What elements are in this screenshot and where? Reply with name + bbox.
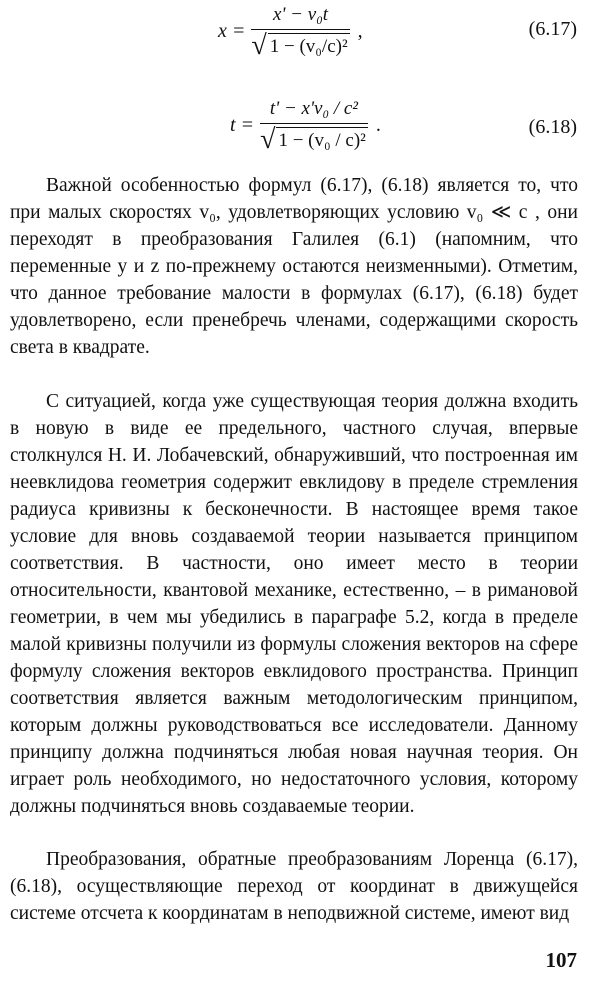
equation-number: (6.17) bbox=[528, 18, 577, 40]
equation-lhs: t = bbox=[230, 114, 255, 136]
paragraph-inverse-transformations: Преобразования, обратные преобразованиям Лоренца (6.17), (6.18), осуществляющие переход от координат в движущейся системе отсчета к координатам в неподвижной системе, имеют вид bbox=[10, 849, 578, 924]
radicand: 1 − (v₀/c)² bbox=[268, 33, 350, 58]
equation-6-18 bbox=[0, 94, 591, 174]
equation-denominator bbox=[251, 30, 349, 59]
equation-punctuation: , bbox=[357, 20, 363, 42]
equation-number: (6.18) bbox=[528, 116, 577, 138]
page-number: 107 bbox=[545, 948, 577, 972]
radicand: 1 − (v₀ / c)² bbox=[276, 127, 367, 152]
equation-6-17 bbox=[0, 0, 591, 80]
paragraph-galilean-limit: Важной особенностью формул (6.17), (6.18) является то, что при малых скоростях v₀, удовлетворяющих условию v₀ ≪ c , они переходят в преобразования Галилея (6.1) (напомним, что переменные y и z по-прежнему остаются неизменными). Отметим, что данное требование малости в формулах (6.17), (6.18) будет удовлетворено, если пренебречь членами, содержащими скорость света в квадрате. bbox=[10, 175, 578, 358]
sqrt-icon: √ bbox=[251, 30, 267, 61]
equation-fraction bbox=[251, 4, 349, 59]
equation-numerator: x' − v₀t bbox=[272, 4, 329, 25]
equation-fraction bbox=[260, 98, 368, 153]
sqrt-icon: √ bbox=[260, 124, 276, 155]
equation-lhs: x = bbox=[218, 20, 246, 42]
equation-numerator: t' − x'v₀ / c² bbox=[269, 98, 358, 119]
equation-denominator bbox=[260, 124, 368, 153]
paragraph-correspondence-principle: С ситуацией, когда уже существующая теория должна входить в новую в виде ее предельного, частного случая, впервые столкнулся Н. И. Лобачевский, обнаруживший, что построенная им неевклидова геометрия содержит евклидову в пределе стремления радиуса кривизны к бесконечности. В настоящее время такое условие для вновь создаваемой теории называется принципом соответствия. В частности, оно имеет место в теории относительности, квантовой механике, естественно, – в римановой геометрии, в чем мы убедились в параграфе 5.2, когда в пределе малой кривизны получили из формулы сложения векторов на сфере формулу сложения векторов евклидового пространства. Принцип соответствия является важным методологическим принципом, которым должны руководствоваться все исследователи. Данному принципу должна подчиняться любая новая научная теория. Он играет роль необходимого, но недостаточного условия, которому должны подчиняться вновь создаваемые теории. bbox=[10, 391, 578, 817]
equation-punctuation: . bbox=[375, 114, 381, 136]
